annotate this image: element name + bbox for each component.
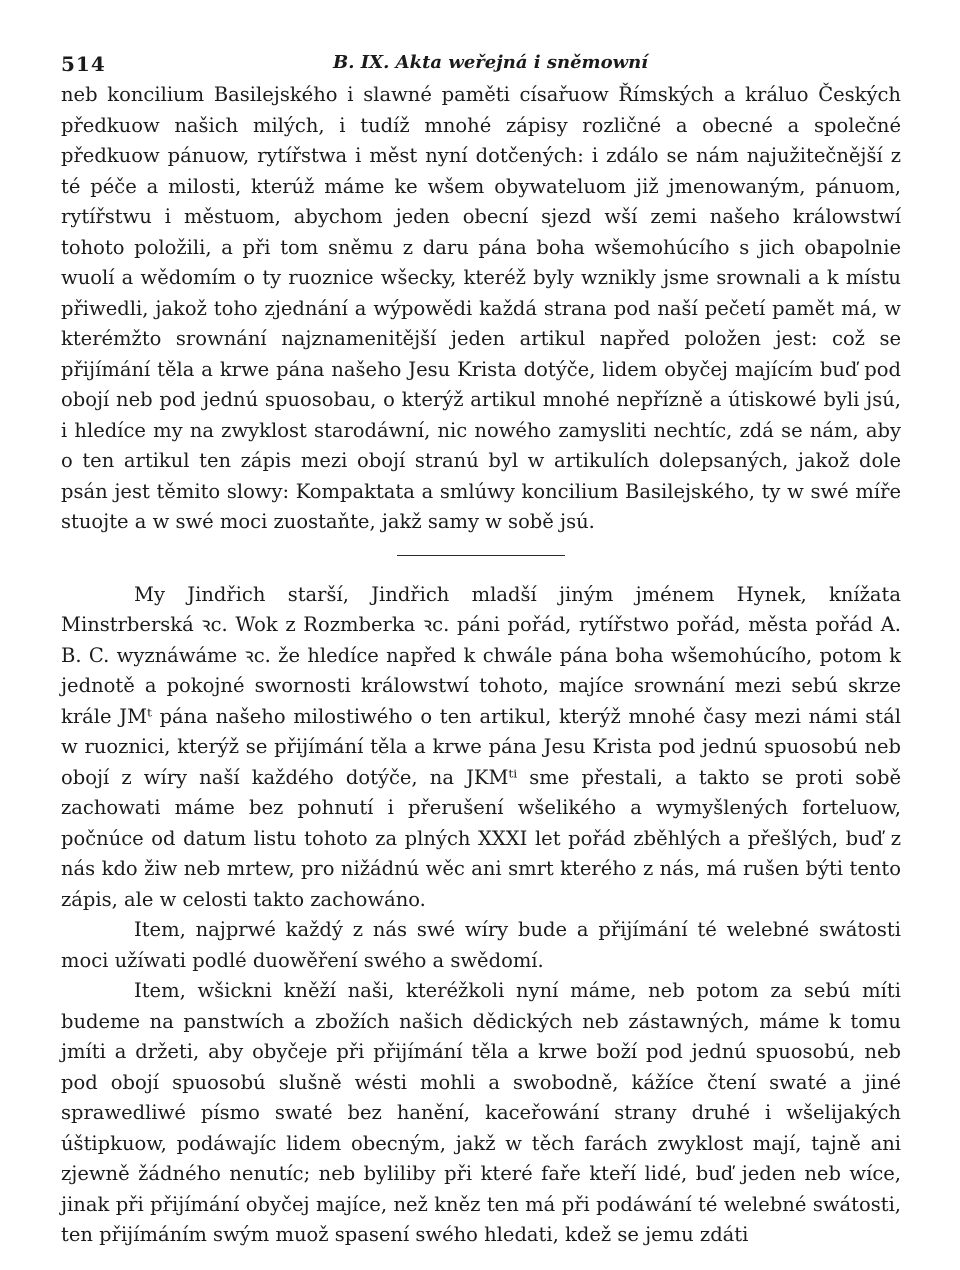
- paragraph-continuation: neb koncilium Basilejského i slawné paměti císařuow Římských a králuo Českých předkuow našich milých, i tudíž mnohé zápisy rozličné a obecné a společné předkuow pánuow, rytířstwa i měst nyní dotčených: i zdálo se nám najužitečnější z té péče a milosti, kterúž máme ke wšem obywateluom již jmenowaným, pánuom, rytířstwu i městuom, abychom jeden obecní sjezd wší zemi našeho králowstwí tohoto položili, a při tom sněmu z daru pána boha wšemohúcího s jich obapolnie wuolí a wědomím o ty ruoznice wšecky, kteréž byly wznikly jsme srownali a k místu přiwedli, jakož toho zjednání a wýpowědi každá strana pod naší pečetí pamět má, w kterémžto srownání najznamenitější jeden artikul napřed položen jest: což se přijímání těla a krwe pána našeho Jesu Krista dotýče, lidem obyčej majícím buď pod obojí neb pod jednú spuosobau, o kterýž artikul mnohé nepřízně a útiskowé byli jsú, i hledíce my na zwyklost starodáwní, nic nowého zamysliti nechtíc, zdá se nám, aby o ten artikul ten zápis mezi obojí stranú byl w artikulích dolepsaných, jakož dole psán jest těmito slowy: Kompaktata a smlúwy koncilium Basilejského, ty w swé míře stuojte a w swé moci zuostaňte, jakž samy w sobě jsú.: [61, 83, 901, 533]
- section-divider: [397, 555, 565, 556]
- page-number: 514: [61, 52, 106, 76]
- paragraph-declaration: My Jindřich starší, Jindřich mladší jiným jménem Hynek, knížata Minstrberská ꝛc. Wok z Rozmberka ꝛc. páni pořád, rytířstwo pořád, města pořád A. B. C. wyznáwáme ꝛc. že hledíce napřed k chwále pána boha wšemohúcího, potom k jednotě a pokojné swornosti králowstwí tohoto, majíce srownání mezi sebú skrze krále JMᵗ pána našeho milostiwého o ten artikul, kterýž mnohé časy mezi námi stál w ruoznici, kterýž se přijímání těla a krwe pána Jesu Krista pod jednú spuosobú neb obojí z wíry naší každého dotýče, na JKMᵗⁱ sme přestali, a takto se proti sobě zachowati máme bez pohnutí i přerušení wšelikého a wymyšlených forteluow, počnúce od datum listu tohoto za plných XXXI let pořád zběhlých a přešlých, buď z nás kdo žiw neb mrtew, pro nižádnú wěc ani smrt kterého z nás, má rušen býti tento zápis, ale w celosti takto zachowáno.: [61, 582, 901, 911]
- document-page: [61, 44, 901, 1244]
- paragraph-item-1: Item, najprwé každý z nás swé wíry bude a přijímání té welebné swátosti moci užíwati podlé duowěření swého a swědomí.: [61, 918, 901, 972]
- section-title: B. IX. Akta weřejná i sněmowní: [333, 52, 649, 73]
- running-head: [61, 44, 901, 80]
- paragraph-item-2: Item, wšickni kněží naši, kteréžkoli nyní máme, neb potom za sebú míti budeme na panstwích a zbožích našich dědických neb zástawných, máme k tomu jmíti a držeti, aby obyčeje při přijímání těla a krwe boží pod jednú spuosobú, neb pod obojí spuosobú slušně wésti mohli a swobodně, kážíce čtení swaté a jiné sprawedliwé písmo swaté bez hanění, kaceřowání strany druhé i wšelijakých úštipkuow, podáwajíc lidem obecným, jakž w těch farách zwyklost mají, tajně ani zjewně žádného nenutíc; neb byliliby při které faře kteří lidé, buď jeden neb wíce, jinak při přijímání obyčej majíce, než kněz ten má při podáwání té welebné swátosti, ten přijímáním swým muož spasení swého hledati, kdež se jemu zdáti: [61, 979, 901, 1246]
